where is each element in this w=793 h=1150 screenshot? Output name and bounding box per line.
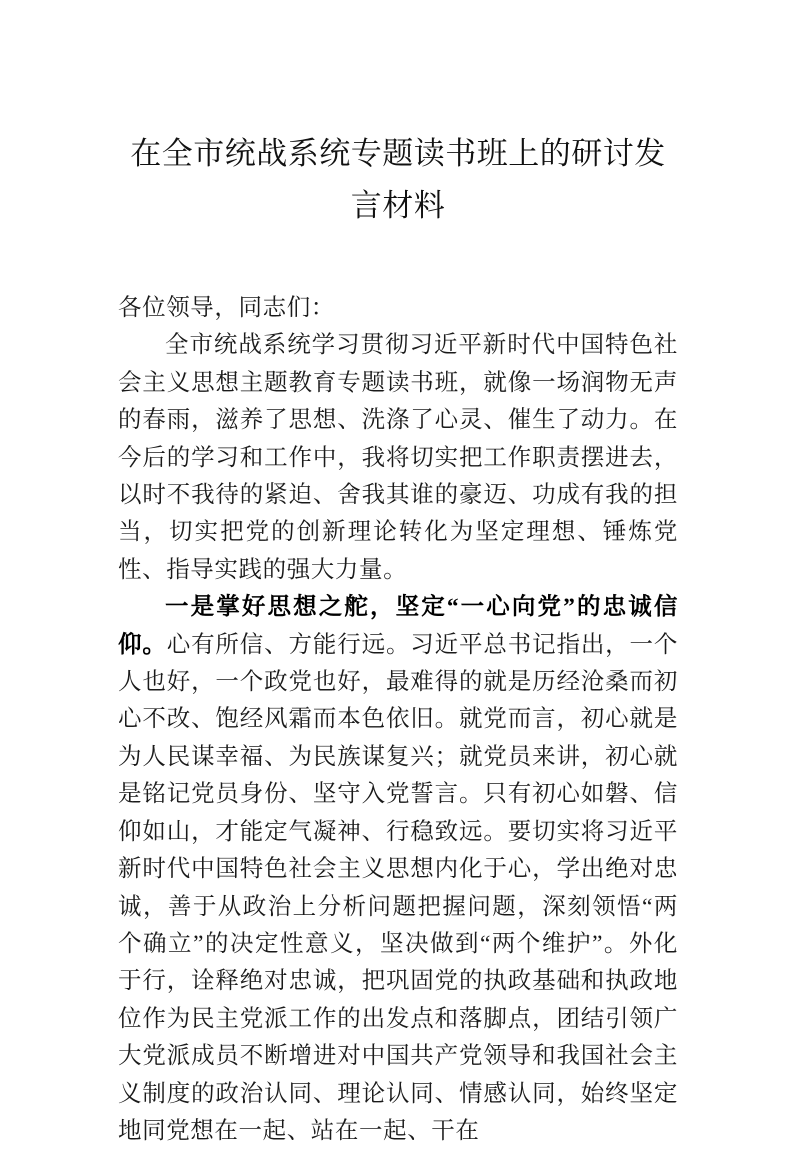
paragraph-point-one-text: 心有所信、方能行远。习近平总书记指出，一个人也好，一个政党也好，最难得的就是历经沧桑而初心不改、饱经风霜而本色依旧。就党而言，初心就是为人民谋幸福、为民族谋复兴；就党员来讲，初心就是铭记党员身份、坚守入党誓言。只有初心如磐、信仰如山，才能定气凝神、行稳致远。要切实将习近平新时代中国特色社会主义思想内化于心，学出绝对忠诚，善于从政治上分析问题把握问题，深刻领悟“两个确立”的决定性意义，坚决做到“两个维护”。外化于行，诠释绝对忠诚，把巩固党的执政基础和执政地位作为民主党派工作的出发点和落脚点，团结引领广大党派成员不断增进对中国共产党领导和我国社会主义制度的政治认同、理论认同、情感认同，始终坚定地同党想在一起、站在一起、干在 (118, 631, 678, 1144)
paragraph-point-one-lead: 一是掌好思想之舵，坚定“一心向党”的忠诚信仰。 (118, 594, 678, 658)
page-title: 在全市统战系统专题读书班上的研讨发言材料 (130, 136, 666, 223)
paragraph-point-one (118, 589, 678, 1150)
paragraph-opening: 全市统战系统学习贯彻习近平新时代中国特色社会主义思想主题教育专题读书班，就像一场润物无声的春雨，滋养了思想、洗涤了心灵、催生了动力。在今后的学习和工作中，我将切实把工作职责摆进去，以时不我待的紧迫、舍我其谁的豪迈、功成有我的担当，切实把党的创新理论转化为坚定理想、锤炼党性、指导实践的强大力量。 (118, 332, 678, 583)
document-body (118, 290, 678, 1150)
paragraph-salutation: 各位领导，同志们： (118, 295, 335, 321)
